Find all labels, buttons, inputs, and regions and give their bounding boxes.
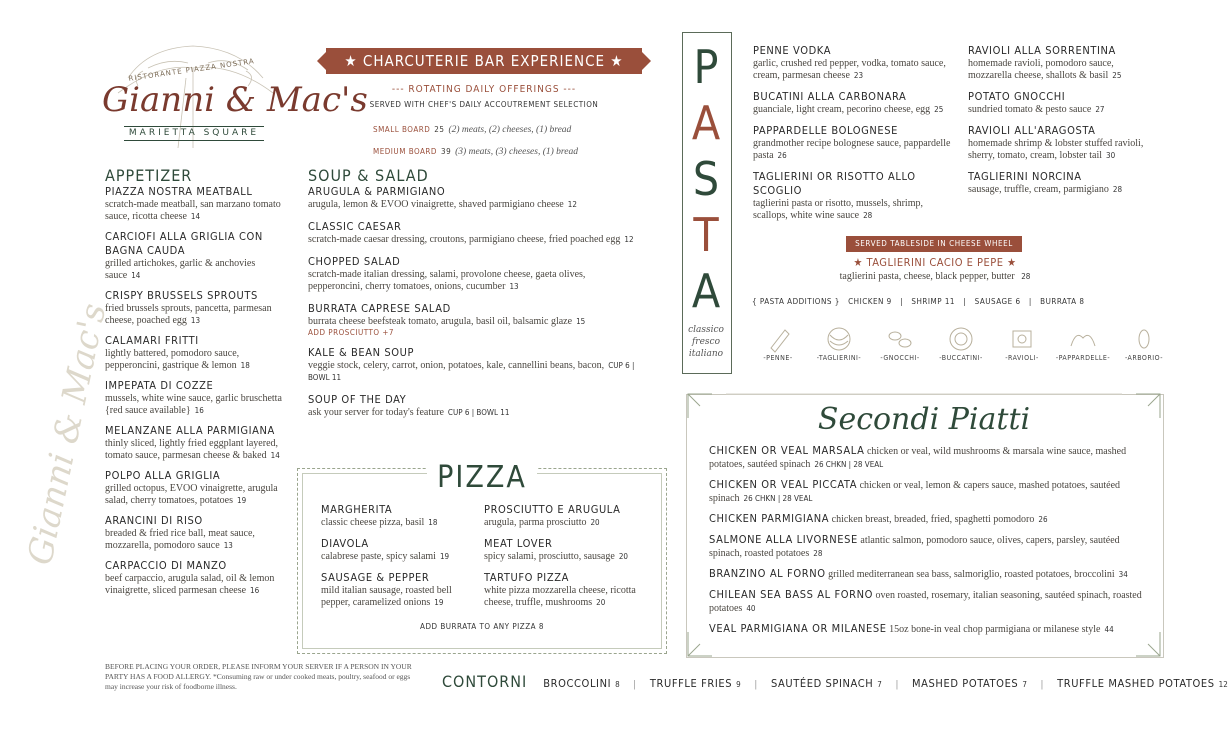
menu-item-desc: mussels, white wine sauce, garlic bruschetta {red sauce available} <box>105 393 282 416</box>
menu-item-name: PENNE VODKA <box>753 44 832 57</box>
appetizer-section <box>105 166 283 604</box>
menu-item-name: DIAVOLA <box>321 537 369 550</box>
soup-salad-list <box>308 185 638 419</box>
contorni-item-price: 9 <box>736 680 741 689</box>
charcuterie-banner: ★ CHARCUTERIE BAR EXPERIENCE ★ <box>326 48 642 74</box>
menu-item-price: 25 <box>934 105 944 114</box>
board-medium <box>373 141 633 159</box>
secondi-item-price: 26 <box>1038 515 1048 524</box>
menu-item-desc-line <box>105 393 283 417</box>
board-desc: (3) meats, (3) cheeses, (1) bread <box>455 147 578 157</box>
menu-item <box>105 230 283 282</box>
menu-item-price: 26 <box>777 151 787 160</box>
menu-item-name: IMPEPATA DI COZZE <box>105 379 214 392</box>
menu-item-name: ARUGULA & PARMIGIANO <box>308 185 446 198</box>
menu-item-price: CUP 6 | BOWL 11 <box>447 408 510 417</box>
menu-item-desc: mild italian sausage, roasted bell pepper, caramelized onions <box>321 585 452 608</box>
menu-item-price: 18 <box>428 518 438 527</box>
pasta-shape-gnocchi <box>870 326 930 362</box>
gnocchi-icon <box>870 326 930 352</box>
secondi-item-name: BRANZINO AL FORNO <box>709 567 826 580</box>
menu-item-desc-line <box>484 585 654 609</box>
appetizer-title: APPETIZER <box>105 166 193 185</box>
pasta-letter: S <box>692 152 720 206</box>
menu-item <box>105 469 283 507</box>
menu-item-desc: spicy salami, prosciutto, sausage <box>484 551 615 562</box>
secondi-item <box>709 533 1149 560</box>
menu-item-name: POLPO ALLA GRIGLIA <box>105 469 221 482</box>
secondi-item-desc: 15oz bone-in veal chop parmigiana or milanese style <box>889 624 1101 635</box>
charcuterie-served: SERVED WITH CHEF'S DAILY ACCOUTREMENT SELECTION <box>369 100 599 109</box>
secondi-item <box>709 567 1149 581</box>
penne-icon <box>748 326 808 352</box>
menu-item-desc: homemade shrimp & lobster stuffed ravioli, sherry, tomato, cream, lobster tail <box>968 138 1144 161</box>
menu-item-desc-line <box>968 58 1158 82</box>
menu-item <box>968 124 1158 162</box>
secondi-item-desc: grilled mediterranean sea bass, salmoriglio, roasted potatoes, broccolini <box>828 569 1115 580</box>
menu-item-price: 28 <box>863 211 873 220</box>
charcuterie-boards <box>373 119 633 159</box>
menu-item-name: POTATO GNOCCHI <box>968 90 1066 103</box>
tagline-word: italiano <box>688 349 724 359</box>
contorni-title: CONTORNI <box>442 672 528 691</box>
pasta-shape-label: -TAGLIERINI- <box>816 354 862 362</box>
menu-item-name: CALAMARI FRITTI <box>105 334 199 347</box>
tagline-word: fresco <box>691 337 721 347</box>
pasta-shape-label: -RAVIOLI- <box>1005 354 1039 362</box>
menu-item-price: 16 <box>250 586 260 595</box>
menu-item <box>321 503 476 529</box>
board-small <box>373 119 633 137</box>
menu-item-desc-line <box>105 303 283 327</box>
menu-item-desc-line <box>308 316 638 328</box>
menu-item-desc-line <box>968 138 1158 162</box>
pasta-shape-pappardelle <box>1053 326 1113 362</box>
menu-item-name: TAGLIERINI OR RISOTTO ALLO SCOGLIO <box>753 170 916 197</box>
menu-item-desc: beef carpaccio, arugula salad, oil & lemon vinaigrette, sliced parmesan cheese <box>105 573 275 596</box>
menu-item-desc: breaded & fried rice ball, meat sauce, mozzarella, pomodoro sauce <box>105 528 255 551</box>
menu-item-desc-line <box>105 483 283 507</box>
menu-item-price: 20 <box>596 598 606 607</box>
menu-item-price: 27 <box>1095 105 1105 114</box>
secondi-item-desc: atlantic salmon, pomodoro sauce, olives, capers, parsley, sautéed spinach, roasted potatoes <box>709 535 1120 559</box>
secondi-item <box>709 622 1149 636</box>
menu-item-desc-line <box>105 438 283 462</box>
menu-item-desc-line <box>484 517 654 529</box>
menu-item <box>308 255 638 293</box>
menu-item-desc-line <box>753 58 958 82</box>
secondi-item <box>709 512 1149 526</box>
secondi-item-price: 40 <box>746 604 756 613</box>
pasta-letter: A <box>691 264 721 318</box>
menu-item-name: PIAZZA NOSTRA MEATBALL <box>105 185 253 198</box>
menu-item-price: 23 <box>853 71 864 80</box>
soup-salad-title: SOUP & SALAD <box>308 166 429 185</box>
menu-item-desc: arugula, parma prosciutto <box>484 517 587 528</box>
menu-item-desc-line <box>753 104 958 116</box>
menu-item-price: 15 <box>576 317 586 326</box>
contorni-item-name: BROCCOLINI <box>543 677 612 690</box>
pasta-letter: P <box>693 40 719 94</box>
menu-item-desc-line <box>308 199 638 211</box>
board-desc: (2) meats, (2) cheeses, (1) bread <box>448 125 572 135</box>
pasta-shape-buccatini <box>931 326 991 362</box>
board-name: SMALL BOARD <box>373 125 431 134</box>
menu-item-name: MARGHERITA <box>321 503 393 516</box>
menu-item-name: PAPPARDELLE BOLOGNESE <box>753 124 898 137</box>
contorni-item-name: MASHED POTATOES <box>912 677 1019 690</box>
pasta-right-column <box>968 44 1158 204</box>
menu-item-name: BUCATINI ALLA CARBONARA <box>753 90 907 103</box>
contorni-separator: | <box>895 678 899 690</box>
secondi-item-desc: chicken or veal, lemon & capers sauce, mashed potatoes, sautéed spinach <box>709 480 1121 504</box>
buccatini-icon <box>931 326 991 352</box>
pizza-title-wrap <box>297 460 667 495</box>
menu-item <box>308 302 638 337</box>
menu-item <box>105 289 283 327</box>
cacio-e-pepe-desc-wrap <box>780 271 1090 282</box>
menu-item-desc-line <box>321 585 476 609</box>
menu-item-desc: lightly battered, pomodoro sauce, pepperoncini, gastrique & lemon <box>105 348 240 371</box>
side-script-logo <box>20 300 115 569</box>
menu-item <box>105 424 283 462</box>
allergy-notice: BEFORE PLACING YOUR ORDER, PLEASE INFORM YOUR SERVER IF A PERSON IN YOUR PARTY HAS A FOOD ALLERGY. *Consuming raw or under cooked meats, poultry, seafood or eggs may increase your risk of foodborne illness. <box>105 662 412 691</box>
secondi-item <box>709 478 1149 505</box>
secondi-item-price: 34 <box>1118 570 1128 579</box>
secondi-item <box>709 588 1149 615</box>
menu-item-desc-line <box>105 199 283 223</box>
menu-item-desc-line <box>484 551 654 563</box>
menu-item <box>308 393 638 419</box>
pasta-shape-label: -GNOCCHI- <box>880 354 920 362</box>
menu-item-price: 13 <box>190 316 201 325</box>
pasta-shape-label: -PAPPARDELLE- <box>1055 354 1111 362</box>
menu-item-desc-line <box>105 348 283 372</box>
menu-item-desc: fried brussels sprouts, pancetta, parmesan cheese, poached egg <box>105 303 272 326</box>
menu-item-name: CHOPPED SALAD <box>308 255 401 268</box>
logo-ristorante-text: RISTORANTE PIAZZA NOSTRA <box>128 57 256 83</box>
menu-item <box>321 571 476 609</box>
pasta-letter: T <box>693 208 719 262</box>
menu-item-desc-line <box>321 551 476 563</box>
menu-item-desc-line <box>753 138 958 162</box>
menu-item-name: PROSCIUTTO E ARUGULA <box>484 503 621 516</box>
menu-item-desc: guanciale, light cream, pecorino cheese, egg <box>753 104 931 115</box>
menu-item-desc: veggie stock, celery, carrot, onion, potatoes, kale, cannellini beans, bacon, <box>308 360 605 371</box>
menu-item <box>308 185 638 211</box>
menu-item-name: TARTUFO PIZZA <box>484 571 569 584</box>
restaurant-logo <box>88 38 368 148</box>
menu-item-price: 25 <box>1112 71 1122 80</box>
pasta-letter: A <box>691 96 721 150</box>
menu-item-desc: garlic, crushed red pepper, vodka, tomato sauce, cream, parmesan cheese <box>753 58 946 81</box>
secondi-item-name: CHICKEN OR VEAL PICCATA <box>709 478 858 491</box>
menu-item-desc-line <box>968 104 1158 116</box>
contorni-item-name: TRUFFLE MASHED POTATOES <box>1057 677 1215 690</box>
menu-item-name: TAGLIERINI NORCINA <box>968 170 1082 183</box>
pasta-left-column <box>753 44 958 230</box>
menu-item <box>753 44 958 82</box>
taglierini-icon <box>809 326 869 352</box>
menu-item <box>753 124 958 162</box>
menu-item-name: SOUP OF THE DAY <box>308 393 407 406</box>
board-price: 25 <box>434 125 445 134</box>
pasta-shapes-row <box>758 326 1164 376</box>
menu-item <box>484 537 654 563</box>
secondi-item-name: CHICKEN PARMIGIANA <box>709 512 830 525</box>
cacio-e-pepe-name: ★ TAGLIERINI CACIO E PEPE ★ <box>853 256 1017 269</box>
menu-item-price: 13 <box>509 282 519 291</box>
secondi-item-name: CHILEAN SEA BASS AL FORNO <box>709 588 874 601</box>
menu-item-desc: calabrese paste, spicy salami <box>321 551 436 562</box>
menu-item-desc-line <box>308 360 638 384</box>
menu-item-price: 14 <box>190 212 201 221</box>
menu-item-price: 12 <box>567 200 577 209</box>
menu-item-desc-line <box>105 573 283 597</box>
contorni-item-name: TRUFFLE FRIES <box>649 677 733 690</box>
menu-item-price: 14 <box>270 451 280 460</box>
menu-item-desc-line <box>308 234 638 246</box>
menu-item-desc: scratch-made caesar dressing, croutons, parmigiano cheese, fried poached egg <box>308 234 621 245</box>
menu-item-desc: grilled artichokes, garlic & anchovies sauce <box>105 258 256 281</box>
menu-item <box>753 90 958 116</box>
menu-item-price: 30 <box>1106 151 1116 160</box>
pasta-shape-arborio <box>1114 326 1174 362</box>
secondi-title: Secondi Piatti <box>817 402 1031 437</box>
secondi-item-price: 44 <box>1104 625 1114 634</box>
cheese-wheel-banner: SERVED TABLESIDE IN CHEESE WHEEL <box>846 236 1022 252</box>
menu-item-desc: thinly sliced, lightly fried eggplant layered, tomato sauce, parmesan cheese & baked <box>105 438 279 461</box>
menu-item-desc: taglierini pasta or risotto, mussels, shrimp, scallops, white wine sauce <box>753 198 923 221</box>
pasta-letters <box>682 32 730 372</box>
pizza-addon: ADD BURRATA TO ANY PIZZA 8 <box>420 622 544 631</box>
pasta-additions: { PASTA ADDITIONS } CHICKEN 9 | SHRIMP 11 | SAUSAGE 6 | BURRATA 8 <box>752 297 1085 306</box>
logo-location: MARIETTA SQUARE <box>124 126 264 141</box>
menu-item-desc: scratch-made meatball, san marzano tomato sauce, ricotta cheese <box>105 199 281 222</box>
menu-item-desc: sundried tomato & pesto sauce <box>968 104 1092 115</box>
menu-item-desc-line <box>308 269 638 293</box>
pasta-shape-label: -BUCCATINI- <box>939 354 983 362</box>
secondi-item-desc: chicken breast, breaded, fried, spaghetti pomodoro <box>831 514 1035 525</box>
menu-item-name: ARANCINI DI RISO <box>105 514 203 527</box>
contorni-separator: | <box>1040 678 1044 690</box>
menu-item-desc-line <box>321 517 476 529</box>
menu-item-desc: grandmother recipe bolognese sauce, pappardelle pasta <box>753 138 951 161</box>
menu-item <box>105 514 283 552</box>
menu-item-name: KALE & BEAN SOUP <box>308 346 415 359</box>
contorni-item-price: 7 <box>877 680 882 689</box>
menu-item <box>484 503 654 529</box>
menu-item-price: CUP 6 | BOWL 11 <box>308 361 635 382</box>
menu-item-desc: burrata cheese beefsteak tomato, arugula, basil oil, balsamic glaze <box>308 316 573 327</box>
menu-item-name: SAUSAGE & PEPPER <box>321 571 430 584</box>
pasta-shape-label: -PENNE- <box>763 354 793 362</box>
menu-item-desc-line <box>308 407 638 419</box>
menu-item <box>105 379 283 417</box>
tagline-word: classico <box>688 325 724 335</box>
menu-item-price: 28 <box>1112 185 1123 194</box>
secondi-item <box>709 444 1149 471</box>
contorni-separator: | <box>754 678 757 690</box>
menu-item-name: MELANZANE ALLA PARMIGIANA <box>105 424 275 437</box>
menu-item-price: 19 <box>439 552 450 561</box>
menu-item-price: 16 <box>194 406 204 415</box>
menu-item-desc-line <box>105 528 283 552</box>
pasta-shape-ravioli <box>992 326 1052 362</box>
menu-item-desc: scratch-made italian dressing, salami, provolone cheese, gaeta olives, pepperoncini, cherry tomatoes, onions, cucumber <box>308 269 586 292</box>
secondi-item-name: VEAL PARMIGIANA OR MILANESE <box>709 622 887 635</box>
menu-item <box>968 44 1158 82</box>
pasta-shape-penne <box>748 326 808 362</box>
board-name: MEDIUM BOARD <box>373 147 437 156</box>
cacio-e-pepe-desc: taglierini pasta, cheese, black pepper, butter <box>839 271 1015 282</box>
contorni-row <box>442 672 1228 692</box>
soup-salad-section <box>308 166 638 428</box>
contorni-item-price: 7 <box>1022 680 1027 689</box>
menu-item <box>308 220 638 246</box>
menu-item-extra: ADD PROSCIUTTO +7 <box>308 328 394 337</box>
pizza-left-column <box>321 503 476 617</box>
charcuterie-rotating: --- ROTATING DAILY OFFERINGS --- <box>391 84 577 95</box>
secondi-item-price: 26 CHKN | 28 VEAL <box>814 460 884 469</box>
secondi-item-price: 28 <box>813 549 823 558</box>
menu-item-desc: ask your server for today's feature <box>308 407 444 418</box>
menu-item-desc: classic cheese pizza, basil <box>321 517 425 528</box>
menu-item-name: BURRATA CAPRESE SALAD <box>308 302 451 315</box>
menu-item-desc-line <box>105 258 283 282</box>
ravioli-icon <box>992 326 1052 352</box>
menu-item-desc-line <box>968 184 1158 196</box>
menu-item <box>308 346 638 384</box>
contorni-separator: | <box>633 678 636 690</box>
secondi-item-desc: oven roasted, rosemary, italian seasoning, sautéed spinach, roasted potatoes <box>709 590 1142 614</box>
cacio-e-pepe-price: 28 <box>1021 272 1031 281</box>
secondi-item-name: SALMONE ALLA LIVORNESE <box>709 533 858 546</box>
appetizer-list <box>105 185 283 597</box>
menu-item-price: 18 <box>240 361 250 370</box>
menu-item <box>968 170 1158 196</box>
menu-item <box>753 170 958 222</box>
menu-item-price: 20 <box>590 518 600 527</box>
menu-item-desc: grilled octopus, EVOO vinaigrette, arugula salad, cherry tomatoes, potatoes <box>105 483 278 506</box>
menu-item <box>321 537 476 563</box>
menu-item-price: 19 <box>434 598 444 607</box>
menu-item-price: 14 <box>131 271 141 280</box>
menu-item-price: 13 <box>223 541 233 550</box>
contorni-item-price: 12 <box>1218 680 1228 689</box>
menu-item-desc: homemade ravioli, pomodoro sauce, mozzarella cheese, shallots & basil <box>968 58 1114 81</box>
menu-item-name: RAVIOLI ALL'ARAGOSTA <box>968 124 1096 137</box>
menu-item <box>105 185 283 223</box>
pappardelle-icon <box>1053 326 1113 352</box>
contorni-item-price: 8 <box>615 680 620 689</box>
pizza-right-column <box>484 503 654 617</box>
menu-item-price: 20 <box>618 552 628 561</box>
pizza-title: PIZZA <box>427 460 537 495</box>
board-price: 39 <box>440 147 452 156</box>
pasta-shape-label: -ARBORIO- <box>1124 354 1164 362</box>
menu-item-price: 19 <box>237 496 247 505</box>
menu-item-desc-line <box>753 198 958 222</box>
arborio-icon <box>1114 326 1174 352</box>
menu-item-name: RAVIOLI ALLA SORRENTINA <box>968 44 1116 57</box>
menu-item <box>968 90 1158 116</box>
secondi-item-name: CHICKEN OR VEAL MARSALA <box>709 444 865 457</box>
secondi-item-desc: chicken or veal, wild mushrooms & marsala wine sauce, mashed potatoes, sautéed spinach <box>709 446 1127 470</box>
menu-item-name: CRISPY BRUSSELS SPROUTS <box>105 289 258 302</box>
contorni-item-name: SAUTÉED SPINACH <box>770 677 874 690</box>
pasta-shape-taglierini <box>809 326 869 362</box>
menu-item-desc: sausage, truffle, cream, parmigiano <box>968 184 1109 195</box>
menu-item-price: 12 <box>624 235 634 244</box>
side-script-text: Gianni & Mac's <box>20 300 115 569</box>
pasta-tagline <box>682 324 730 360</box>
menu-item <box>105 334 283 372</box>
menu-item-desc: white pizza mozzarella cheese, ricotta cheese, truffle, mushrooms <box>484 585 636 608</box>
menu-item <box>105 559 283 597</box>
menu-item-name: CARPACCIO DI MANZO <box>105 559 227 572</box>
menu-item <box>484 571 654 609</box>
menu-item-desc: arugula, lemon & EVOO vinaigrette, shaved parmigiano cheese <box>308 199 564 210</box>
secondi-list <box>709 444 1149 643</box>
secondi-item-price: 26 CHKN | 28 VEAL <box>743 494 813 503</box>
logo-script-name: Gianni & Mac's <box>102 80 368 120</box>
menu-item-name: CLASSIC CAESAR <box>308 220 402 233</box>
menu-item-name: CARCIOFI ALLA GRIGLIA CON BAGNA CAUDA <box>105 230 263 257</box>
menu-item-name: MEAT LOVER <box>484 537 553 550</box>
